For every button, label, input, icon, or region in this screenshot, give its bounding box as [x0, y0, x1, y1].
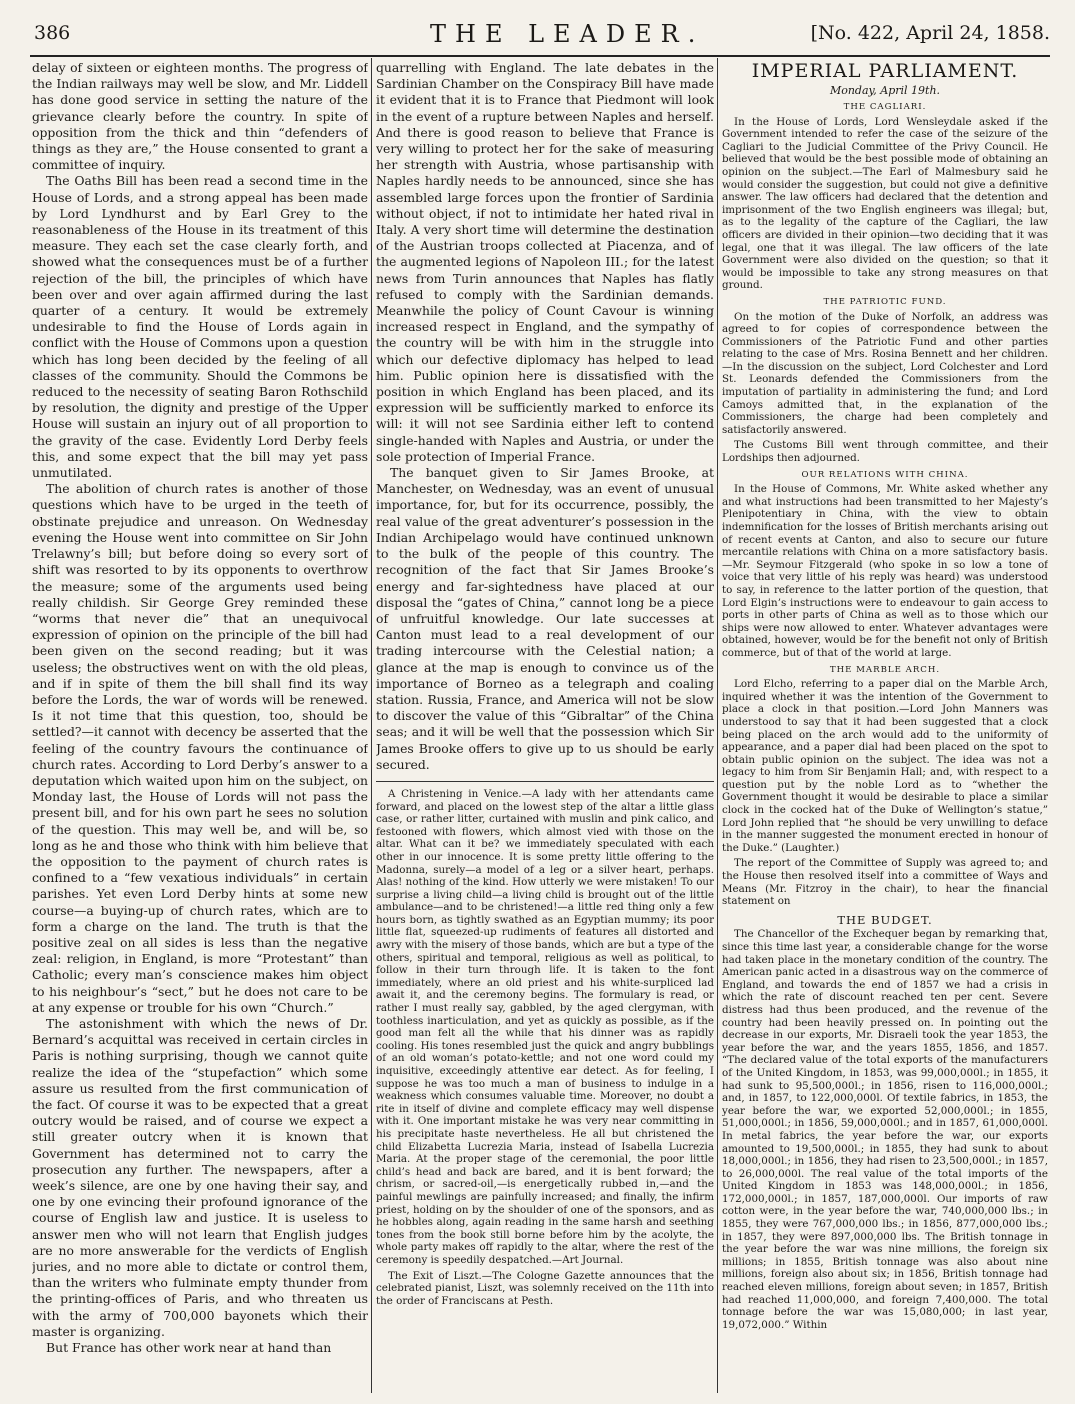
paragraph: The Chancellor of the Exchequer began by remarking that, since this time last year, a considerable change for the worse had taken place in the monetary condition of the country. The American panic acted in a disastrous way on the commerce of England, and towards the end of 1857 we had a crisis in which the rate of discount reached ten per cent. Severe distress had thus been produced, and the revenue of the country had been heavily pressed on. In pointing out the decrease in our exports, Mr. Disraeli took the year 1853, the year before the war, and the years 1855, 1856, and 1857. “The declared value of the total exports of the manufacturers of the United Kingdom, in 1853, was 99,000,000l.; in 1855, it had sunk to 95,500,000l.; in 1856, risen to 116,000,000l.; and, in 1857, to 122,000,000l. Of textile fabrics, in 1853, the year before the war, we exported 52,000,000l.; in 1855, 51,000,000l.; in 1856, 59,000,000l.; and in 1857, 61,000,000l. In metal fabrics, the year before the war, our exports amounted to 19,500,000l.; in 1855, they had sunk to about 18,000,000l.; in 1856, they had risen to 23,500,000l.; in 1857, to 26,000,000l. The real value of the total imports of the United Kingdom in 1853 was 148,000,000l.; in 1856, 172,000,000l.; in 1857, 187,000,000l. Our imports of raw cotton were, in the year before the war, 740,000,000 lbs.; in 1855, they were 767,000,000 lbs.; in 1856, 877,000,000 lbs.; in 1857, they were 897,000,000 lbs. The British tonnage in the year before the war was nine millions, the foreign six millions; in 1855, British tonnage was also about nine millions, foreign also about six; in 1856, British tonnage had reached eleven millions, foreign about seven; in 1857, British had reached 11,000,000, and foreign 7,400,000. The total tonnage before the war was 15,080,000; in last year, 19,072,000.” Within: [722, 928, 1048, 1331]
column-divider-1: [371, 58, 372, 1393]
page-number: 386: [34, 22, 71, 44]
paragraph: quarrelling with England. The late debates in the Sardinian Chamber on the Conspiracy Bill have made it evident that it is to France that Piedmont will look in the event of a rupture between Naples and herself. And there is good reason to believe that France is very willing to protect her for the sake of measuring her strength with Austria, whose partisanship with Naples hardly needs to be announced, since she has assembled large forces upon the frontier of Sardinia without object, if not to intimidate her hated rival in Italy. A very short time will determine the destination of the Austrian troops collected at Piacenza, and of the augmented legions of Napoleon III.; for the latest news from Turin announces that Naples has flatly refused to comply with the Sardinian demands. Meanwhile the policy of Count Cavour is winning increased respect in England, and the sympathy of the country will be with him in the struggle into which our defective diplomacy has helped to lead him. Public opinion here is dissatisfied with the position in which England has been placed, and its expression will be sufficiently marked to enforce its will: it will not see Sardinia either left to contend single-handed with Naples and Austria, or under the sole protection of Imperial France.: [376, 60, 714, 464]
paragraph: In the House of Commons, Mr. White asked whether any and what instructions had been transmitted to her Majesty’s Plenipotentiary in China, with the view to obtain indemnification for the losses of British merchants arising out of recent events at Canton, and also to secure our future mercantile relations with China on a more satisfactory basis.—Mr. Seymour Fitzgerald (who spoke in so low a tone of voice that very little of his reply was heard) was understood to say, in reference to the latter portion of the question, that Lord Elgin’s instructions were to endeavour to gain access to ports in other parts of China as well as to those which our ships were now allowed to enter. Whatever advantages were obtained, however, would be for the benefit not only of British commerce, but of that of the world at large.: [722, 483, 1048, 659]
section-rule: [376, 781, 714, 782]
paragraph: The Customs Bill went through committee, and their Lordships then adjourned.: [722, 439, 1048, 465]
column-3: [722, 60, 1048, 1390]
column-2: [376, 60, 714, 1390]
issue-line: [No. 422, April 24, 1858.: [810, 22, 1050, 44]
paragraph: But France has other work near at hand than: [46, 1340, 332, 1356]
column-1-text: [32, 60, 368, 1356]
column-1: [32, 60, 368, 1390]
parliament-report: [722, 101, 1048, 1331]
subheading: THE BUDGET.: [837, 912, 933, 927]
subheading: THE CAGLIARI.: [843, 102, 927, 112]
page-header: [30, 22, 1050, 52]
subheading: THE MARBLE ARCH.: [829, 664, 941, 675]
dateline: Monday, April 19th.: [829, 84, 941, 97]
paragraph: A Christening in Venice.—A lady with her attendants came forward, and placed on the lowest step of the altar a little glass case, or rather litter, curtained with muslin and pink calico, and festooned with flowers, which almost vied with those on the altar. What can it be? we immediately speculated with each other in our innocence. It is some pretty little offering to the Madonna, surely—a model of a leg or a silver heart, perhaps. Alas! nothing of the kind. How utterly we were mistaken! To our surprise a living child—a living child is brought out of the little ambulance—and to be christened!—a little red thing only a few hours born, as tightly swathed as an Egyptian mummy; its poor little flat, squeezed-up rudiments of features all distorted and awry with the misery of those bands, which are but a type of the others, spiritual and temporal, religious as well as political, to follow in their turn through life. It is taken to the font immediately, where an old priest and his white-surpliced lad await it, and the ceremony begins. The formulary is read, or rather I must really say, gabbled, by the aged clergyman, with toothless inarticulation, and yet as quickly as possible, as if the good man felt all the while that his dinner was as rapidly cooling. His tones resembled just the quick and angry bubblings of an old woman’s potato-kettle; and not one word could my inquisitive, exceedingly attentive ear detect. As for feeling, I suppose he was too much a man of business to indulge in a weakness which consumes valuable time. Moreover, no doubt a rite in itself of divine and complete efficacy may well dispense with it. One important mistake he was very near committing in his precipitate haste nevertheless. He all but christened the child Elizabetta Lucrezia Maria, instead of Isabella Lucrezia Maria. At the proper stage of the ceremonial, the poor little child’s head and back are bared, and it is bent forward; the chrism, or sacred-oil,—is energetically rubbed in,—and the painful mewlings are painfully increased; and finally, the infirm priest, holding on by the shoulder of one of the sponsors, and as he hobbles along, again reading in the same harsh and seething tones from the book still borne before him by the acolyte, the whole party makes off rapidly to the altar, where the rest of the ceremony is speedily despatched.—Art Journal.: [376, 787, 714, 1266]
paragraph: The Exit of Liszt.—The Cologne Gazette announces that the celebrated pianist, Liszt, was solemnly received on the 11th into the order of Franciscans at Pesth.: [376, 1269, 714, 1307]
section-title: IMPERIAL PARLIAMENT.: [751, 60, 1019, 82]
paragraph: Lord Elcho, referring to a paper dial on the Marble Arch, inquired whether it was the intention of the Government to place a clock in that position.—Lord John Manners was understood to say that it had been suggested that a clock being placed on the arch would add to the uniformity of appearance, and a paper dial had been placed on the spot to obtain public opinion on the subject. The idea was not a legacy to him from Sir Benjamin Hall; and, with respect to a question put by the noble Lord as to “whether the Government thought it would be desirable to place a similar clock in the cocked hat of the Duke of Wellington’s statue,” Lord John replied that “he should be very unwilling to deface in the manner suggested the monument erected in honour of the Duke.” (Laughter.): [722, 678, 1048, 854]
paragraph: On the motion of the Duke of Norfolk, an address was agreed to for copies of correspondence between the Commissioners of the Patriotic Fund and other parties relating to the case of Mrs. Rosina Bennett and her children.—In the discussion on the subject, Lord Colchester and Lord St. Leonards defended the Commissioners from the imputation of partiality in administering the fund; and Lord Camoys admitted that, in the explanation of the Commissioners, the charge had been completely and satisfactorily answered.: [722, 310, 1048, 436]
header-rule: [30, 55, 1050, 57]
column-2-text: [376, 60, 714, 773]
column-divider-2: [717, 58, 718, 1393]
paragraph: The report of the Committee of Supply was agreed to; and the House then resolved itself into a committee of Ways and Means (Mr. Fitzroy in the chair), to hear the financial statement on: [722, 857, 1048, 908]
paragraph: The astonishment with which the news of Dr. Bernard’s acquittal was received in certain circles in Paris is nothing surprising, though we cannot quite realize the idea of the “stupefaction” which some assure us resulted from the first communication of the fact. Of course it was to be expected that a great outcry would be raised, and of course we expect a still greater outcry when it is known that Government has determined not to carry the prosecution any further. The newspapers, after a week’s silence, are one by one having their say, and one by one evincing their profound ignorance of the course of English law and justice. It is useless to answer men who will not learn that English judges are no more answerable for the verdicts of English juries, and no more able to dictate or control them, than the writers who fulminate empty thunder from the printing-offices of Paris, and who threaten us with the army of 700,000 bayonets which their master is organizing.: [32, 1015, 368, 1339]
paragraph: delay of sixteen or eighteen months. The progress of the Indian railways may well be slow, and Mr. Liddell has done good service in setting the nature of the grievance clearly before the country. In spite of opposition from the thick and thin “defenders of things as they are,” the House consented to grant a committee of inquiry.: [32, 60, 368, 173]
paragraph: The Oaths Bill has been read a second time in the House of Lords, and a strong appeal has been made by Lord Lyndhurst and by Earl Grey to the reasonableness of the House in its treatment of this measure. They each set the case clearly forth, and showed what the consequences must be of a further rejection of the bill, the principles of which have been over and over again affirmed during the last quarter of a century. It would be extremely undesirable to find the House of Lords again in conflict with the House of Commons upon a question which has long been decided by the feeling of all classes of the community. Should the Commons be reduced to the necessity of seating Baron Rothschild by resolution, the dignity and prestige of the Upper House will sustain an injury out of all proportion to the gravity of the case. Evidently Lord Derby feels this, and some expect that the bill may yet pass unmutilated.: [32, 173, 368, 481]
subheading: THE PATRIOTIC FUND.: [823, 296, 947, 307]
masthead-title: THE LEADER.: [430, 20, 705, 48]
subheading: OUR RELATIONS WITH CHINA.: [801, 469, 969, 480]
paragraph: The abolition of church rates is another of those questions which have to be urged in the teeth of obstinate prejudice and unreason. On Wednesday evening the House went into committee on Sir John Trelawny’s bill; but before doing so every sort of shift was resorted to by its opponents to overthrow the measure; some of the arguments used being really childish. Sir George Grey reminded these “worms that never die” that an unequivocal expression of opinion on the principle of the bill had been given on the second reading; but it was useless; the obstructives went on with the old pleas, and if in spite of them the bill shall find its way before the Lords, the war of words will be renewed. Is it not time that this question, too, should be settled?—it cannot with decency be asserted that the feeling of the country favours the continuance of church rates. According to Lord Derby’s answer to a deputation which waited upon him on the subject, on Monday last, the House of Lords will not pass the present bill, and for his own part he sees no solution of the question. This may well be, and will be, so long as he and those who think with him believe that the opposition to the payment of church rates is confined to a “few vexatious individuals” in certain parishes. Yet even Lord Derby hints at some new course—a buying-up of church rates, which are to form a charge on the land. The truth is that the positive zeal on all sides is less than the negative zeal: religion, in England, is more “Protestant” than Catholic; every man’s conscience makes him object to his neighbour’s “sect,” but he does not care to be at any expense or trouble for his own “Church.”: [32, 481, 368, 1015]
miscellany: [376, 788, 714, 1307]
paragraph: The banquet given to Sir James Brooke, at Manchester, on Wednesday, was an event of unusual importance, for, but for its occurrence, possibly, the real value of the great adventurer’s possession in the Indian Archipelago would have continued unknown to the bulk of the people of this country. The recognition of the fact that Sir James Brooke’s energy and far-sightedness have placed at our disposal the “gates of China,” cannot long be a piece of unfruitful knowledge. Our late successes at Canton must lead to a real development of our trading intercourse with the Celestial nation; a glance at the map is enough to convince us of the importance of Borneo as a telegraph and coaling station. Russia, France, and America will not be slow to discover the value of this “Gibraltar” of the China seas; and it will be well that the possession which Sir James Brooke offers to give up to us should be early secured.: [376, 465, 714, 772]
paragraph: In the House of Lords, Lord Wensleydale asked if the Government intended to refer the case of the seizure of the Cagliari to the Judicial Committee of the Privy Council. He believed that would be the best possible mode of obtaining an opinion on the subject.—The Earl of Malmesbury said he would consider the suggestion, but could not give a definitive answer. The law officers had declared that the detention and imprisonment of the two English engineers was illegal; but, as to the legality of the capture of the Cagliari, the law officers are divided in their opinion—two deciding that it was legal, one that it was illegal. The law officers of the late Government were also divided on the question; so that it would be impossible to take any strong measures on that ground.: [722, 115, 1048, 292]
